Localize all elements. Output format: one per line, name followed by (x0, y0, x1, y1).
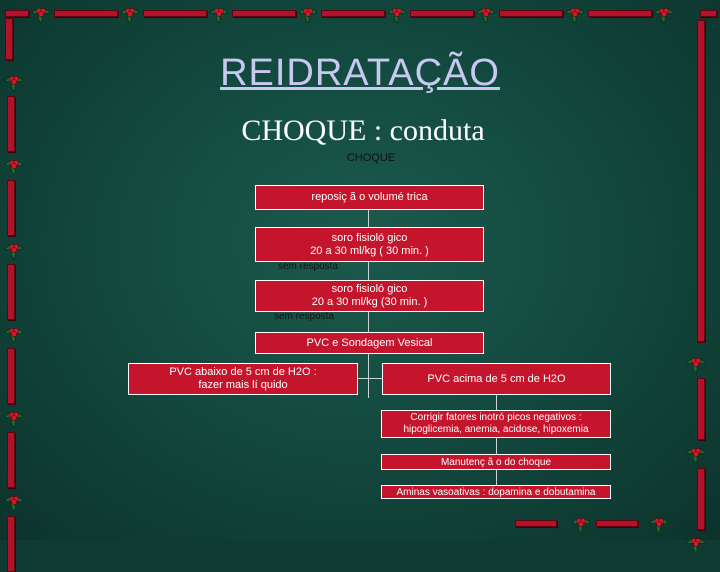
flow-box-pvc-bladder (255, 332, 484, 354)
flow-box-text: PVC e Sondagem Vesical (306, 336, 433, 349)
holly-icon (648, 512, 670, 534)
flow-box-saline-2 (255, 280, 484, 312)
flow-box-text: hipoglicemia, anemia, acidose, hipoxemia (403, 424, 589, 435)
border-bar (321, 10, 385, 17)
flow-box-vasoactive (381, 485, 611, 499)
border-bar (596, 520, 638, 527)
border-bar (588, 10, 652, 17)
flow-box-text: PVC acima de 5 cm de H2O (427, 372, 566, 385)
holly-icon (3, 322, 25, 344)
holly-icon (3, 406, 25, 428)
border-bar (515, 520, 557, 527)
border-bar (7, 264, 15, 320)
border-bar (697, 378, 705, 440)
holly-icon (564, 2, 586, 24)
flow-box-pvc-above (382, 363, 611, 395)
flow-root-label: CHOQUE (346, 152, 396, 164)
flow-note-no-response-1: sem resposta (278, 261, 339, 272)
border-bar (410, 10, 474, 17)
holly-icon (653, 2, 675, 24)
flow-box-correct-factors (381, 410, 611, 438)
flow-box-text: Corrigir fatores inotró picos negativos : (410, 412, 582, 423)
holly-icon (386, 2, 408, 24)
border-bar (7, 180, 15, 236)
slide-subtitle: CHOQUE : conduta (241, 114, 485, 147)
holly-icon (570, 512, 592, 534)
flow-box-text: PVC abaixo de 5 cm de H2O : (169, 366, 317, 378)
flow-box-pvc-below (128, 363, 358, 395)
border-bar (697, 468, 705, 530)
flow-box-text: soro fisioló gico (331, 231, 408, 244)
holly-icon (685, 442, 707, 464)
holly-icon (475, 2, 497, 24)
slide-title: REIDRATAÇÃO (220, 52, 500, 94)
holly-icon (119, 2, 141, 24)
border-bar (7, 516, 15, 572)
connector-right (496, 394, 497, 494)
flow-box-text: fazer mais lí quido (198, 379, 288, 391)
border-bar (5, 10, 29, 17)
flow-box-text: Aminas vasoativas : dopamina e dobutamina (396, 486, 596, 498)
flow-box-text: soro fisioló gico (331, 283, 408, 295)
flow-box-text: Manutenç ã o do choque (440, 456, 552, 468)
flow-box-volume-replacement (255, 185, 484, 210)
flow-box-text: 20 a 30 ml/kg (30 min. ) (311, 296, 428, 308)
flow-box-text: 20 a 30 ml/kg ( 30 min. ) (310, 244, 429, 257)
border-bar (7, 348, 15, 404)
border-bar (499, 10, 563, 17)
holly-icon (685, 532, 707, 554)
border-bar (54, 10, 118, 17)
holly-icon (30, 2, 52, 24)
flow-box-shock-maintenance (381, 454, 611, 470)
flow-box-text: reposiç ã o volumé trica (311, 191, 428, 203)
border-bar (232, 10, 296, 17)
border-bar (7, 432, 15, 488)
border-bar (700, 10, 717, 17)
holly-icon (208, 2, 230, 24)
holly-icon (297, 2, 319, 24)
border-bar (143, 10, 207, 17)
holly-icon (3, 238, 25, 260)
flow-note-no-response-2: sem resposta (274, 311, 335, 322)
holly-icon (685, 352, 707, 374)
holly-icon (3, 490, 25, 512)
flow-box-saline-1 (255, 227, 484, 262)
